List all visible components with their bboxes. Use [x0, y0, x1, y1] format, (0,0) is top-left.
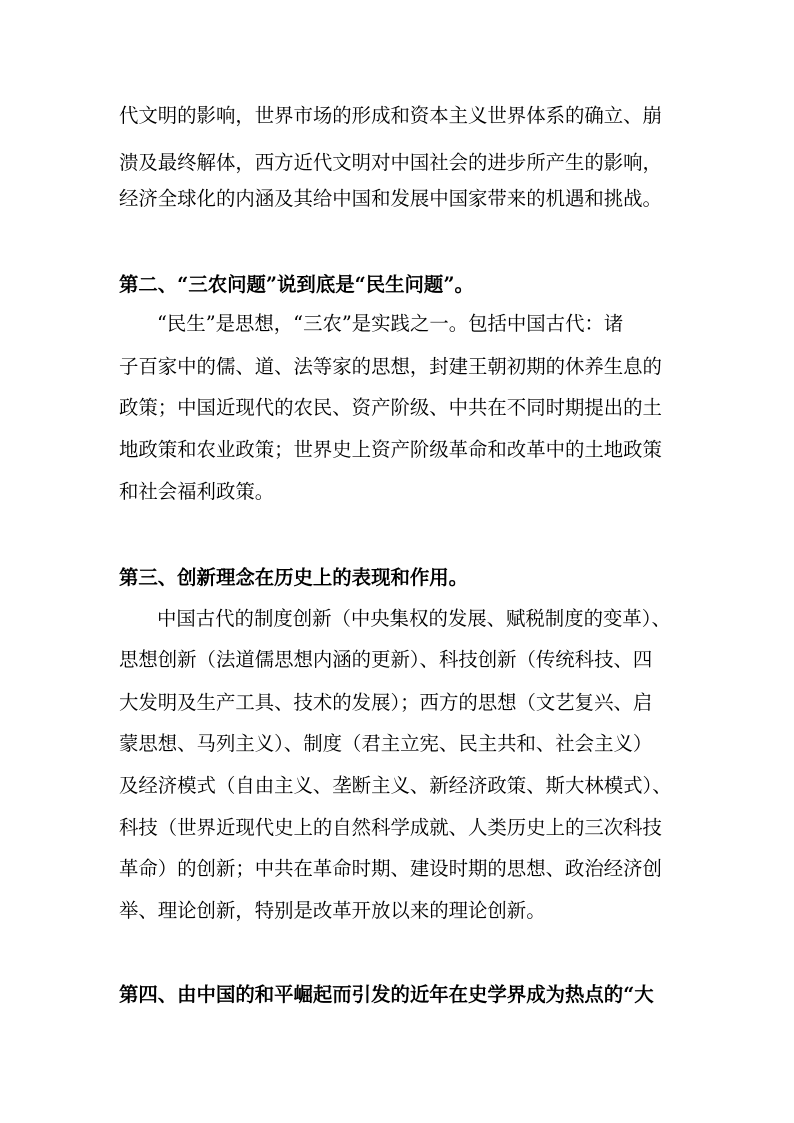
- paragraph-line: 和社会福利政策。: [119, 480, 275, 503]
- paragraph-line: 大发明及生产工具、技术的发展）；西方的思想（文艺复兴、启: [119, 691, 653, 714]
- section-heading-4: 第四、由中国的和平崛起而引发的近年在史学界成为热点的“大: [119, 983, 654, 1006]
- paragraph-line: 溃及最终解体，西方近代文明对中国社会的进步所产生的影响，: [119, 151, 662, 174]
- paragraph-line: 经济全球化的内涵及其给中国和发展中国家带来的机遇和挑战。: [119, 187, 662, 210]
- paragraph-line: “民生”是思想，“三农”是实践之一。包括中国古代：诸: [157, 312, 624, 335]
- paragraph-line: 革命）的创新；中共在革命时期、建设时期的思想、政治经济创: [119, 857, 662, 880]
- paragraph-line: 中国古代的制度创新（中央集权的发展、赋税制度的变革）、: [157, 607, 671, 630]
- paragraph-line: 蒙思想、马列主义）、制度（君主立宪、民主共和、社会主义）: [119, 732, 653, 755]
- section-heading-3: 第三、创新理念在历史上的表现和作用。: [119, 566, 469, 589]
- paragraph-line: 思想创新（法道儒思想内涵的更新）、科技创新（传统科技、四: [119, 648, 653, 671]
- paragraph-line: 代文明的影响，世界市场的形成和资本主义世界体系的确立、崩: [119, 104, 662, 127]
- paragraph-line: 地政策和农业政策；世界史上资产阶级革命和改革中的土地政策: [119, 438, 662, 461]
- paragraph-line: 子百家中的儒、道、法等家的思想，封建王朝初期的休养生息的: [119, 355, 662, 378]
- paragraph-line: 举、理论创新，特别是改革开放以来的理论创新。: [119, 899, 546, 922]
- paragraph-line: 科技（世界近现代史上的自然科学成就、人类历史上的三次科技: [119, 816, 662, 839]
- section-heading-2: 第二、“三农问题”说到底是“民生问题”。: [119, 273, 474, 296]
- paragraph-line: 及经济模式（自由主义、垄断主义、新经济政策、斯大林模式）、: [119, 774, 672, 797]
- paragraph-line: 政策；中国近现代的农民、资产阶级、中共在不同时期提出的土: [119, 396, 662, 419]
